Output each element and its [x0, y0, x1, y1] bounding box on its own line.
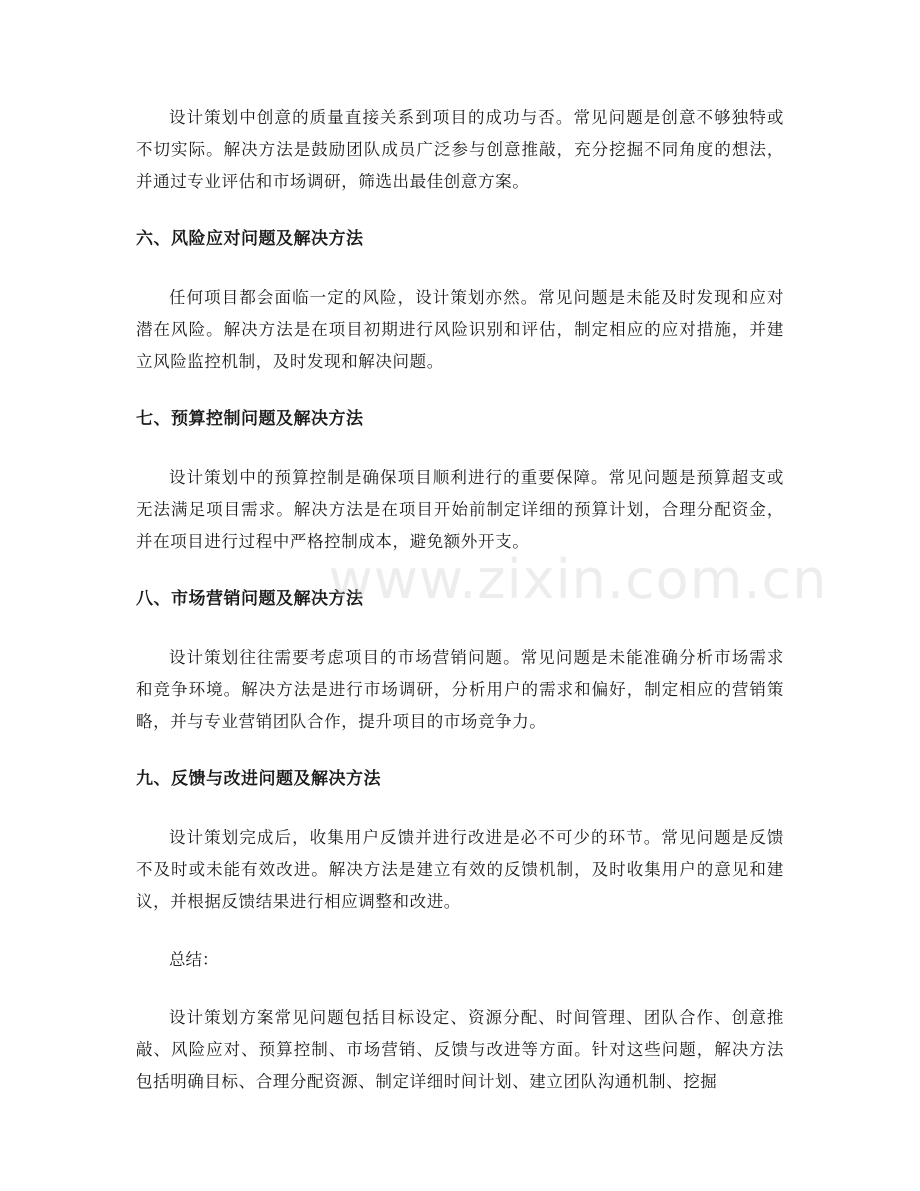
summary-label: 总结： — [169, 950, 219, 969]
heading-risk: 六、风险应对问题及解决方法 — [136, 229, 364, 249]
paragraph-feedback: 设计策划完成后，收集用户反馈并进行改进是必不可少的环节。常见问题是反馈不及时或未能有效改进。解决方法是建立有效的反馈机制，及时收集用户的意见和建议，并根据反馈结果进行相应调整和改进。 — [136, 828, 784, 911]
heading-marketing: 八、市场营销问题及解决方法 — [136, 589, 364, 609]
paragraph-budget: 设计策划中的预算控制是确保项目顺利进行的重要保障。常见问题是预算超支或无法满足项目需求。解决方法是在项目开始前制定详细的预算计划，合理分配资金，并在项目进行过程中严格控制成本，避免额外开支。 — [136, 468, 784, 551]
document-body — [136, 102, 784, 1124]
heading-budget: 七、预算控制问题及解决方法 — [136, 409, 364, 429]
watermark-text: www.zixin.com.cn — [328, 548, 828, 611]
paragraph-creativity: 设计策划中创意的质量直接关系到项目的成功与否。常见问题是创意不够独特或不切实际。解决方法是鼓励团队成员广泛参与创意推敲，充分挖掘不同角度的想法，并通过专业评估和市场调研，筛选出最佳创意方案。 — [136, 108, 784, 191]
paragraph-summary: 设计策划方案常见问题包括目标设定、资源分配、时间管理、团队合作、创意推敲、风险应对、预算控制、市场营销、反馈与改进等方面。针对这些问题，解决方法包括明确目标、合理分配资源、制定详细时间计划、建立团队沟通机制、挖掘 — [136, 1008, 784, 1091]
heading-feedback: 九、反馈与改进问题及解决方法 — [136, 769, 381, 789]
paragraph-risk: 任何项目都会面临一定的风险，设计策划亦然。常见问题是未能及时发现和应对潜在风险。解决方法是在项目初期进行风险识别和评估，制定相应的应对措施，并建立风险监控机制，及时发现和解决问题。 — [136, 288, 784, 371]
paragraph-marketing: 设计策划往往需要考虑项目的市场营销问题。常见问题是未能准确分析市场需求和竞争环境。解决方法是进行市场调研，分析用户的需求和偏好，制定相应的营销策略，并与专业营销团队合作，提升项目的市场竞争力。 — [136, 648, 784, 731]
